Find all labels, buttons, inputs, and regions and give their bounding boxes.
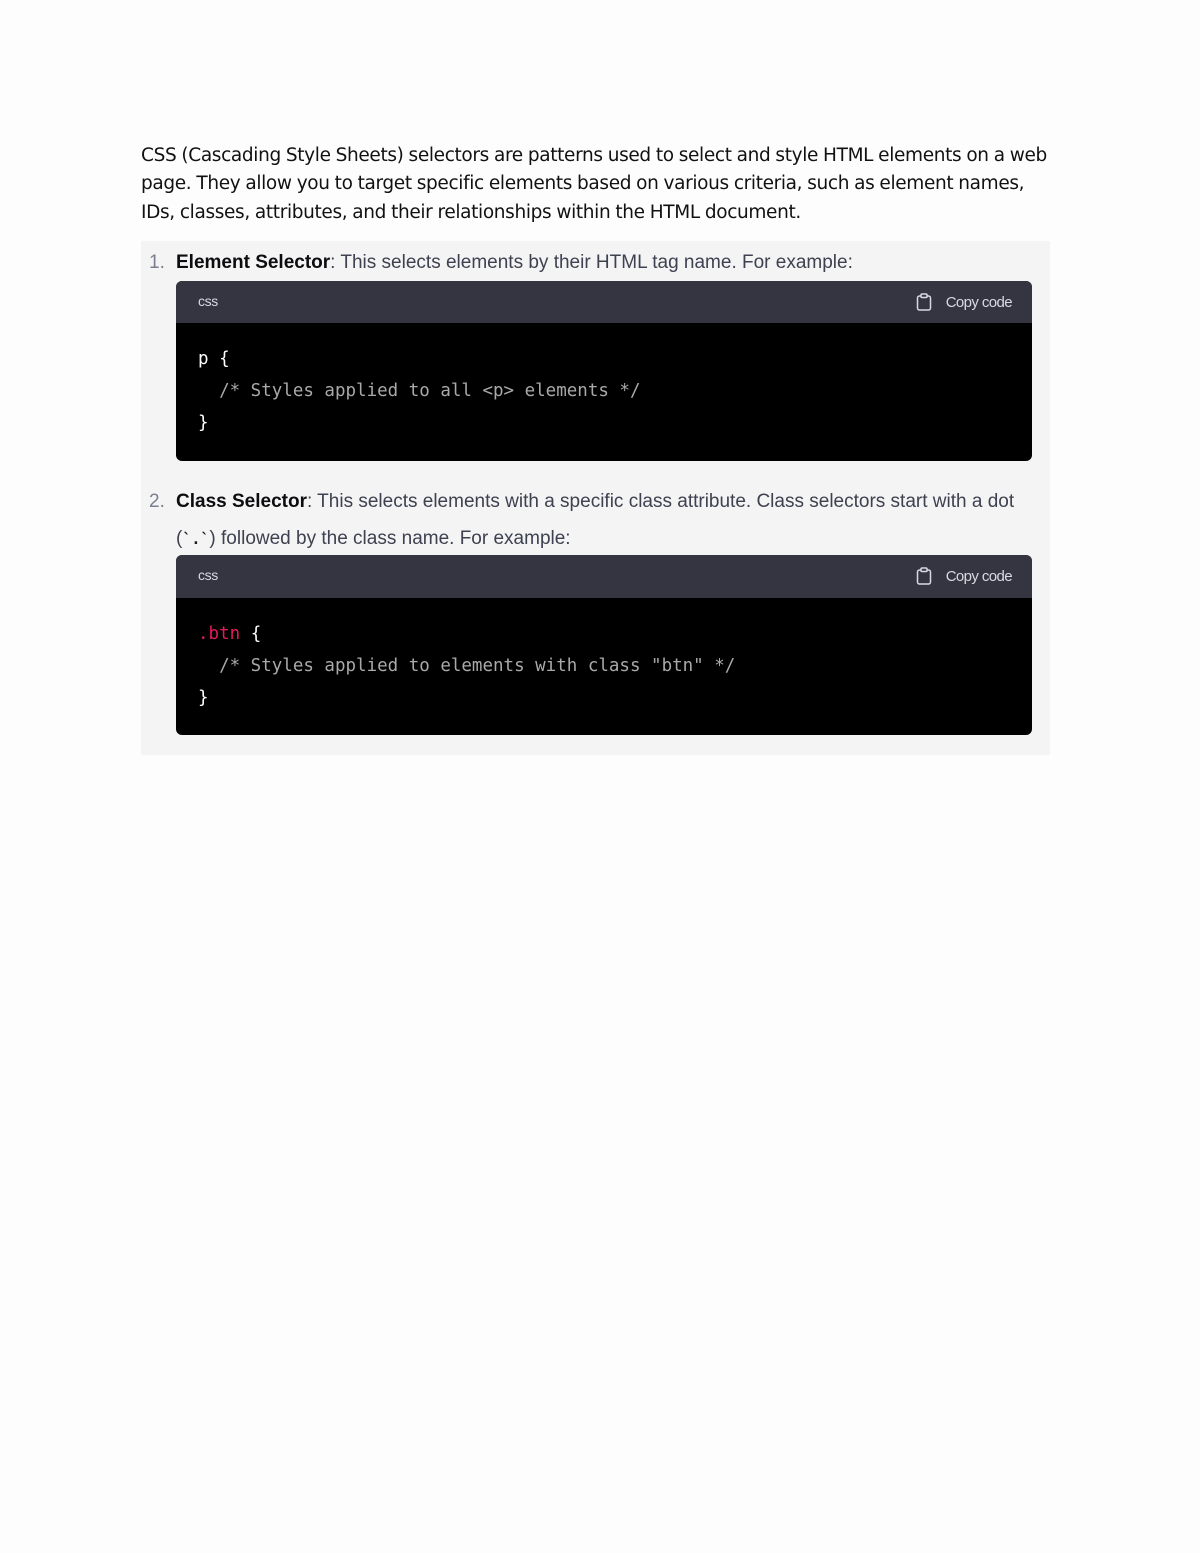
list-item-description: : This selects elements with a specific class attribute. Class selectors start with a dot ( xyxy=(176,491,1015,549)
code-line: } xyxy=(198,413,209,433)
list-item-text xyxy=(176,483,1016,558)
code-line xyxy=(198,618,1010,650)
code-block-header xyxy=(176,281,1032,323)
intro-paragraph: CSS (Cascading Style Sheets) selectors are patterns used to select and style HTML elements on a web page. They allow you to target specific elements based on various criteria, such as element names, IDs, classes, attributes, and their relationships within the HTML document. xyxy=(141,145,1047,223)
code-block xyxy=(176,281,1032,461)
code-language-label: css xyxy=(198,293,218,309)
list-item-number: 1. xyxy=(149,252,165,273)
code-line: } xyxy=(198,688,209,708)
code-block-header xyxy=(176,555,1032,598)
list-item-description-end: ) followed by the class name. For example: xyxy=(209,528,571,549)
list-item-title: Class Selector xyxy=(176,491,307,512)
code-brace: { xyxy=(240,624,262,644)
list-item-number: 2. xyxy=(149,491,165,512)
clipboard-icon xyxy=(916,567,932,585)
code-content xyxy=(176,323,1032,439)
code-comment: /* Styles applied to all <p> elements */ xyxy=(198,381,641,401)
code-language-label: css xyxy=(198,567,218,583)
code-line xyxy=(198,343,1010,375)
code-brace: { xyxy=(208,349,230,369)
copy-code-label: Copy code xyxy=(945,567,1012,585)
code-selector: p xyxy=(198,349,209,369)
copy-code-label: Copy code xyxy=(945,293,1012,311)
copy-code-button[interactable] xyxy=(916,565,1012,587)
code-content xyxy=(176,598,1032,714)
code-comment: /* Styles applied to elements with class "btn" */ xyxy=(198,656,736,676)
clipboard-icon xyxy=(916,293,932,311)
list-item-description: : This selects elements by their HTML tag name. For example: xyxy=(330,252,853,273)
inline-code: `.` xyxy=(182,530,210,548)
copy-code-button[interactable] xyxy=(916,291,1012,313)
code-selector: .btn xyxy=(198,624,241,644)
list-item-title: Element Selector xyxy=(176,252,331,273)
selector-list-panel xyxy=(141,241,1050,755)
list-item-text xyxy=(176,244,1016,281)
code-block xyxy=(176,555,1032,735)
